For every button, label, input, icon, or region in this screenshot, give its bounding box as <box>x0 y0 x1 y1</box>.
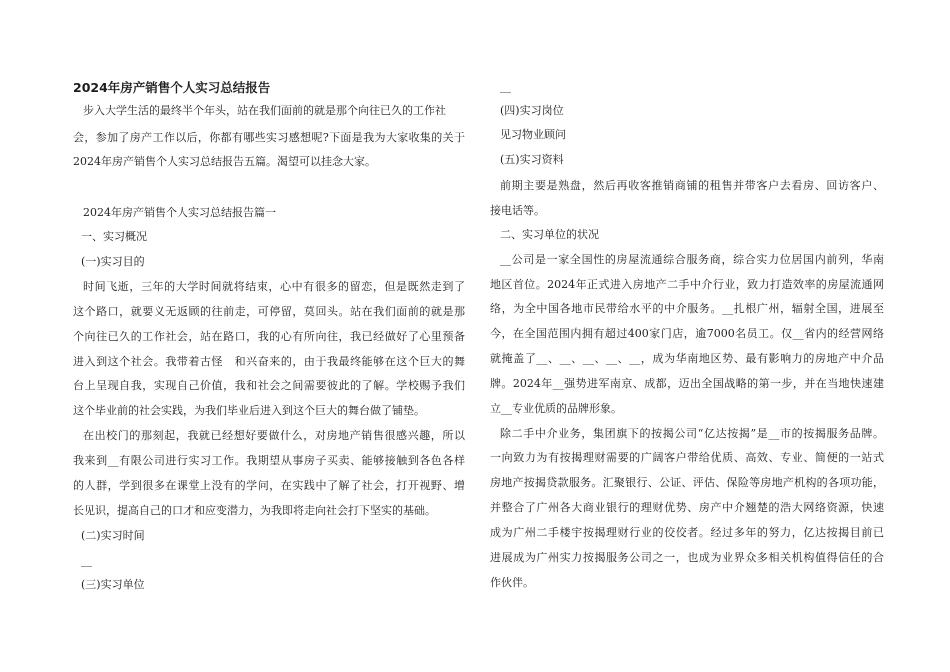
document-title: 2024年房产销售个人实习总结报告 <box>73 80 271 95</box>
text-line: 络，为全中国各地市民带给水平的中介服务。__扎根广州，辐射全国，进展至 <box>490 302 884 315</box>
text-line: 进展成为广州实力按揭服务公司之一，也成为业界众多相关机构值得信任的合 <box>490 551 884 564</box>
text-line: 地区首位。2024年正式进入房地产二手中介行业，致力打造效率的房屋流通网 <box>490 278 884 291</box>
text-line: __公司是一家全国性的房屋流通综合服务商，综合实力位居国内前列，华南 <box>500 253 884 266</box>
text-line: 这个毕业前的社会实践，为我们毕业后进入到这个巨大的舞台做了铺垫。 <box>73 404 425 417</box>
text-line: 成为广州二手楼宇按揭理财行业的佼佼者。经过多年的努力，亿达按揭目前已 <box>490 526 884 539</box>
subsection-heading: (三)实习单位 <box>81 578 145 591</box>
text-line: 进入到这个社会。我带着古怪 和兴奋来的，由于我最终能够在这个巨大的舞 <box>73 355 465 368</box>
section-heading: 二、实习单位的状况 <box>500 228 599 241</box>
section-heading: 2024年房产销售个人实习总结报告篇一 <box>83 206 276 219</box>
text-line: 见习物业顾问 <box>500 128 566 141</box>
text-line: 在出校门的那刻起，我就已经想好要做什么，对房地产销售很感兴趣，所以 <box>83 429 465 442</box>
text-line: 并整合了广州各大商业银行的理财优势、房产中介翘楚的浩大网络资源，快速 <box>490 501 884 514</box>
text-line: 的人群，学到很多在课堂上没有的学问，在实践中了解了社会，打开视野、增 <box>73 479 465 492</box>
subsection-heading: (四)实习岗位 <box>500 104 564 117</box>
text-line: 牌。2024年__强势进军南京、成都，迈出全国战略的第一步，并在当地快速建 <box>490 377 884 390</box>
text-line: 个向往已久的工作社会，站在路口，我的心有所向往，我已经做好了心里预备 <box>73 330 465 343</box>
text-line: 2024年房产销售个人实习总结报告五篇。渴望可以挂念大家。 <box>73 155 376 168</box>
text-line: 作伙伴。 <box>490 576 534 589</box>
text-line: 会，参加了房产工作以后，你都有哪些实习感想呢?下面是我为大家收集的关于 <box>73 131 465 144</box>
text-line: 除二手中介业务，集团旗下的按揭公司“亿达按揭”是__市的按揭服务品牌。 <box>500 427 884 440</box>
text-line: 台上呈现自我，实现自己价值，我和社会之间需要彼此的了解。学校赐予我们 <box>73 379 465 392</box>
subsection-heading: (五)实习资料 <box>500 153 564 166</box>
text-line: __ <box>500 80 511 93</box>
text-line: 就掩盖了__、__、__、__、__，成为华南地区势、最有影响力的房地产中介品 <box>490 352 884 365</box>
text-line: 一向致力为有按揭理财需要的广阔客户带给优质、高效、专业、简便的一站式 <box>490 451 884 464</box>
text-line: 房地产按揭贷款服务。汇聚银行、公证、评估、保险等房地产机构的各项功能， <box>490 476 884 489</box>
subsection-heading: (二)实习时间 <box>81 529 145 542</box>
text-line: 接电话等。 <box>490 204 545 217</box>
text-line: 时间飞逝，三年的大学时间就将结束，心中有很多的留恋，但是既然走到了 <box>83 280 465 293</box>
text-line: 这个路口，就要义无返顾的往前走，可停留，莫回头。站在我们面前的就是那 <box>73 305 465 318</box>
text-line: 我来到__有限公司进行实习工作。我期望从事房子买卖、能够接触到各色各样 <box>73 454 465 467</box>
text-line: 步入大学生活的最终半个年头，站在我们面前的就是那个向往已久的工作社 <box>83 104 446 117</box>
text-line: 今，在全国范围内拥有超过400家门店，逾7000名员工。仅__省内的经营网络 <box>490 327 884 340</box>
text-line: 前期主要是熟盘，然后再收客推销商铺的租售并带客户去看房、回访客户、 <box>500 179 884 192</box>
section-heading: 一、实习概况 <box>81 230 147 243</box>
text-line: __ <box>81 554 92 567</box>
text-line: 长见识，提高自己的口才和应变潜力，为我即将走向社会打下坚实的基础。 <box>73 504 436 517</box>
subsection-heading: (一)实习目的 <box>81 255 145 268</box>
text-line: 立__专业优质的品牌形象。 <box>490 402 622 415</box>
